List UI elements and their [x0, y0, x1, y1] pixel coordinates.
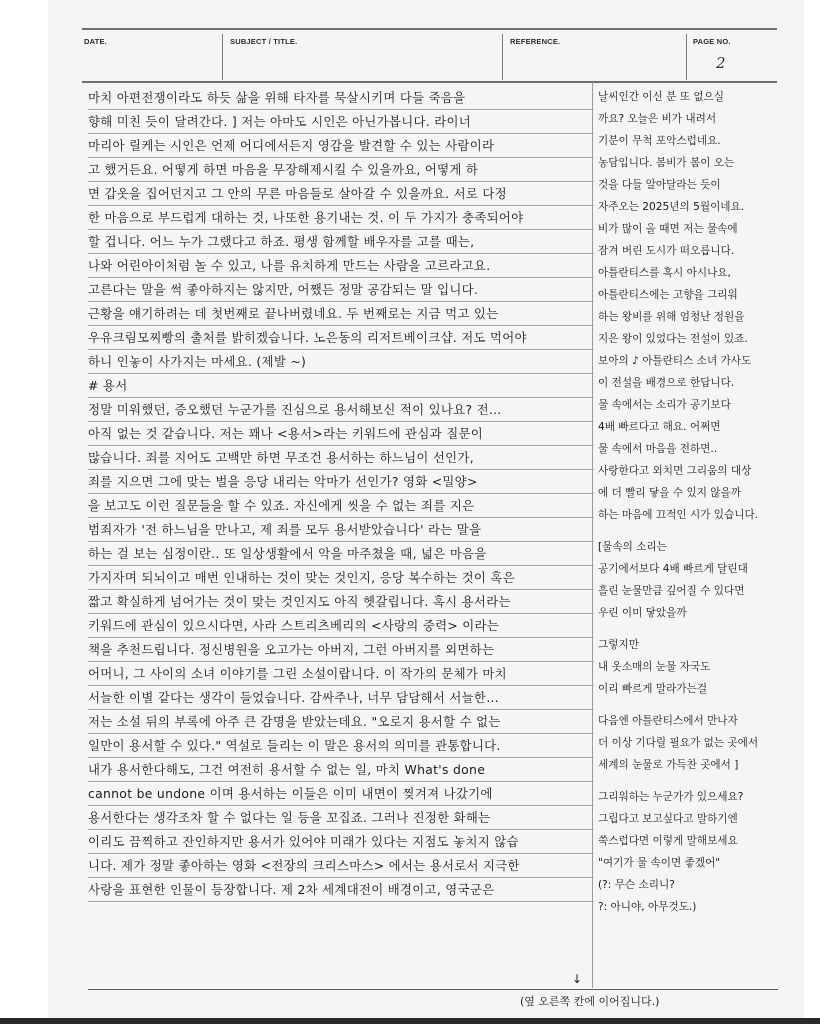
side-paragraph-2: [598, 786, 778, 918]
text-line: 4배 빠르다고 해요. 어쩌면: [598, 421, 721, 433]
text-line: 지은 왕이 있었다는 전설이 있죠.: [598, 333, 748, 345]
text-line: 우유크림모찌빵의 출처를 밝히겠습니다. 노은동의 리저트베이크샵. 저도 먹어야: [88, 326, 594, 350]
text-line: 기분이 무척 포악스럽네요.: [598, 135, 721, 147]
text-line: 물 속에서 마음을 전하면..: [598, 443, 718, 455]
text-line: 범죄자가 '전 하느님을 만나고, 제 죄를 모두 용서받았습니다' 라는 말을: [88, 518, 594, 542]
text-line: 마치 아편전쟁이라도 하듯 삶을 위해 타자를 묵살시키며 다들 죽음을: [88, 86, 594, 110]
text-line: 쑥스럽다면 이렇게 말해보세요: [598, 835, 738, 847]
text-line: 할 겁니다. 어느 누가 그랬다고 하죠. 평생 함께할 배우자를 고를 때는,: [88, 230, 594, 254]
text-line: 한 마음으로 부드럽게 대하는 것, 나또한 용기내는 것. 이 두 가지가 충족되어야: [88, 206, 594, 230]
text-line: 정말 미워했던, 증오했던 누군가를 진심으로 용서해보신 적이 있나요? 전…: [88, 398, 594, 422]
text-line: 더 이상 기다릴 필요가 없는 곳에서: [598, 737, 759, 749]
continue-text: (옆 오른쪽 칸에 이어집니다.): [520, 995, 660, 1008]
text-line: cannot be undone 이며 용서하는 이들은 이미 내면이 찢겨져 나갔기에: [88, 782, 594, 806]
poem-stanza-1: [598, 536, 778, 624]
header-divider: [686, 34, 687, 80]
text-line: 그립다고 보고싶다고 말하기엔: [598, 813, 738, 825]
poem-stanza-2: [598, 634, 778, 700]
text-line: 에 더 빨리 닿을 수 있지 않을까: [598, 487, 742, 499]
text-line: 사랑한다고 외치면 그리움의 대상: [598, 465, 752, 477]
text-line: 짧고 확실하게 넘어가는 것이 맞는 것인지도 아직 헷갈립니다. 혹시 용서라는: [88, 590, 594, 614]
header-divider: [502, 34, 503, 80]
text-line: 하니 인놓이 사가지는 마세요. (제발 ~): [88, 350, 594, 374]
text-line: ?: 아니야, 아무것도.): [598, 901, 697, 913]
text-line: 다음엔 아틀란티스에서 만나자: [598, 715, 738, 727]
text-line: 책을 추천드립니다. 정신병원을 오고가는 아버지, 그런 아버지를 외면하는: [88, 638, 594, 662]
text-line: 이리 빠르게 말라가는걸: [598, 683, 708, 695]
text-line: 비가 많이 올 때면 저는 물속에: [598, 223, 738, 235]
text-line: 우린 이미 닿았을까: [598, 607, 687, 619]
date-label: DATE.: [84, 37, 107, 46]
subject-label: SUBJECT / TITLE.: [230, 37, 298, 46]
down-arrow-icon: ↓: [572, 972, 583, 986]
text-line: 고 했거든요. 어떻게 하면 마음을 무장해제시킬 수 있을까요, 어떻게 하: [88, 158, 594, 182]
text-line: 어머니, 그 사이의 소녀 이야기를 그린 소설이랍니다. 이 작가의 문체가 마치: [88, 662, 594, 686]
text-line: 이 전설을 배경으로 한답니다.: [598, 377, 735, 389]
text-line: 일만이 용서할 수 있다." 역설로 들리는 이 말은 용서의 의미를 관통합니다.: [88, 734, 594, 758]
bottom-rule: [88, 989, 778, 990]
text-line: "여기가 물 속이면 좋겠어": [598, 857, 721, 869]
text-line: 물 속에서는 소리가 공기보다: [598, 399, 731, 411]
text-line: 서늘한 이별 같다는 생각이 들었습니다. 감싸주나, 너무 담담해서 서늘한…: [88, 686, 594, 710]
page-no-label: PAGE NO.: [693, 37, 731, 46]
text-line: 키워드에 관심이 있으시다면, 사라 스트리츠베리의 <사랑의 중력> 이라는: [88, 614, 594, 638]
text-line: 아틀란티스에는 고향을 그리워: [598, 289, 738, 301]
text-line: 공기에서보다 4배 빠르게 달린대: [598, 563, 748, 575]
main-text-column: [88, 86, 594, 902]
text-line: 향해 미친 듯이 달려간다. ] 저는 아마도 시인은 아닌가봅니다. 라이너: [88, 110, 594, 134]
text-line: 근황을 얘기하려는 데 첫번째로 끝나버렸네요. 두 번째로는 지금 먹고 있는: [88, 302, 594, 326]
poem-stanza-3: [598, 710, 778, 776]
text-line: 보아의 ♪ 아틀란티스 소녀 가사도: [598, 355, 752, 367]
reference-label: REFERENCE.: [510, 37, 561, 46]
text-line: 그리워하는 누군가가 있으세요?: [598, 791, 744, 803]
text-line: 그렇지만: [598, 639, 639, 651]
text-line: 고른다는 말을 썩 좋아하지는 않지만, 어쨌든 정말 공감되는 말 입니다.: [88, 278, 594, 302]
side-notes-column: [598, 86, 778, 918]
header-divider: [222, 34, 223, 80]
text-line: 것을 다들 알아달라는 듯이: [598, 179, 721, 191]
text-line: 마리아 릴케는 시인은 언제 어디에서든지 영감을 발견할 수 있는 사람이라: [88, 134, 594, 158]
text-line: 죄를 지으면 그에 맞는 벌을 응당 내리는 악마가 선인가? 영화 <밀양>: [88, 470, 594, 494]
header-top-rule: [82, 28, 777, 30]
text-line: 날씨인간 이신 분 또 없으실: [598, 91, 725, 103]
header-bottom-rule: [82, 81, 777, 83]
text-line: 많습니다. 죄를 지어도 고백만 하면 무조건 용서하는 하느님이 선인가,: [88, 446, 594, 470]
text-line: 을 보고도 이런 질문들을 할 수 있죠. 자신에게 씻을 수 없는 죄를 지은: [88, 494, 594, 518]
text-line: 까요? 오늘은 비가 내려서: [598, 113, 717, 125]
text-line: # 용서: [88, 374, 594, 398]
text-line: 하는 마음에 끄적인 시가 있습니다.: [598, 509, 759, 521]
text-line: 아직 없는 것 같습니다. 저는 꽤나 <용서>라는 키워드에 관심과 질문이: [88, 422, 594, 446]
text-line: 잠겨 버린 도시가 떠오릅니다.: [598, 245, 735, 257]
text-line: 아틀란티스를 혹시 아시나요,: [598, 267, 731, 279]
text-line: (?: 무슨 소리니?: [598, 879, 675, 891]
side-paragraph-1: [598, 86, 778, 526]
text-line: 흘린 눈물만큼 깊어질 수 있다면: [598, 585, 745, 597]
text-line: [물속의 소리는: [598, 541, 667, 553]
text-line: 자주오는 2025년의 5월이네요.: [598, 201, 745, 213]
text-line: 가지자며 되뇌이고 매번 인내하는 것이 맞는 것인지, 응당 복수하는 것이 혹은: [88, 566, 594, 590]
text-line: 니다. 제가 정말 좋아하는 영화 <전장의 크리스마스> 에서는 용서로서 지극한: [88, 854, 594, 878]
page-bottom-edge: [0, 1018, 820, 1024]
continuation-note: [520, 993, 659, 1009]
text-line: 내 옷소매의 눈물 자국도: [598, 661, 711, 673]
text-line: 농담입니다. 봄비가 봄이 오는: [598, 157, 735, 169]
text-line: 면 갑옷을 집어던지고 그 안의 무른 마음들로 살아갈 수 있을까요. 서로 다정: [88, 182, 594, 206]
text-line: 사랑을 표현한 인물이 등장합니다. 제 2차 세계대전이 배경이고, 영국군은: [88, 878, 594, 902]
page-number: 2: [716, 54, 726, 72]
text-line: 하는 왕비를 위해 엄청난 정원을: [598, 311, 745, 323]
text-line: 이리도 끔찍하고 잔인하지만 용서가 있어야 미래가 있다는 지점도 놓치지 않습: [88, 830, 594, 854]
text-line: 하는 걸 보는 심정이란.. 또 일상생활에서 악을 마주쳤을 때, 넓은 마음을: [88, 542, 594, 566]
text-line: 저는 소설 뒤의 부록에 아주 큰 감명을 받았는데요. "오로지 용서할 수 없는: [88, 710, 594, 734]
text-line: 용서한다는 생각조차 할 수 없다는 일 등을 꼬집죠. 그러나 진정한 화해는: [88, 806, 594, 830]
text-line: 나와 어린아이처럼 놀 수 있고, 나를 유치하게 만드는 사람을 고르라고요.: [88, 254, 594, 278]
text-line: 세계의 눈물로 가득찬 곳에서 ]: [598, 759, 739, 771]
text-line: 내가 용서한다해도, 그건 여전히 용서할 수 없는 일, 마치 What's done: [88, 758, 594, 782]
